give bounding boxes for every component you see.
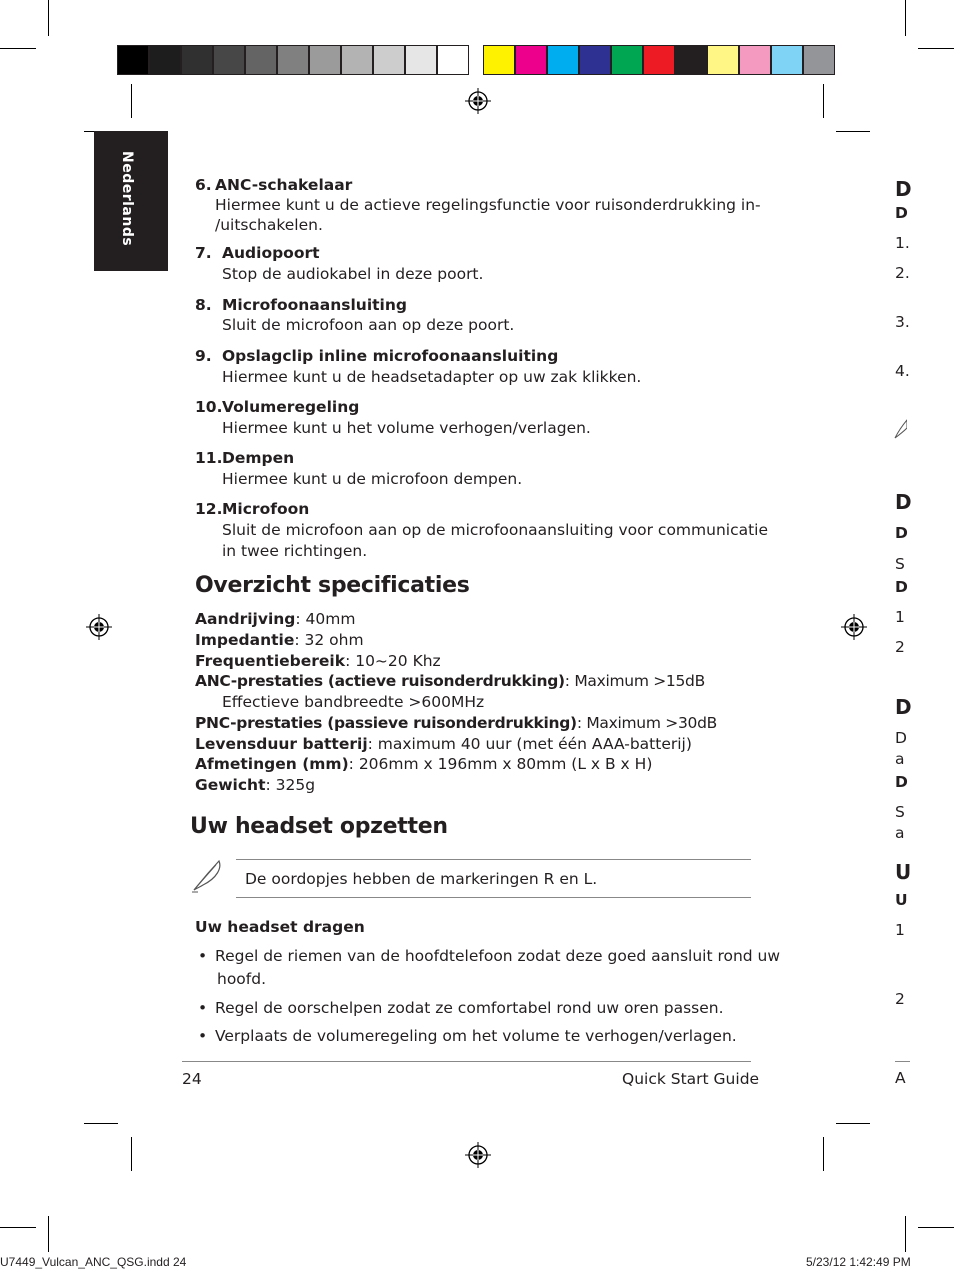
spec-row [222, 692, 484, 712]
bullet-text: Regel de riemen van de hoofdtelefoon zodat deze goed aansluit rond uw [215, 947, 781, 965]
item-title: Dempen [222, 449, 295, 467]
crop-mark [836, 131, 870, 132]
registration-mark-icon [465, 88, 491, 114]
language-tab-label: Nederlands [119, 151, 135, 247]
bullet-char: • [198, 999, 208, 1017]
color-swatch [483, 45, 515, 75]
right-page-fragment: a [895, 750, 905, 768]
crop-mark [823, 1137, 824, 1171]
color-swatch [309, 45, 341, 75]
right-page-fragment: 1 [895, 921, 905, 939]
spec-row [195, 671, 705, 691]
crop-mark [823, 84, 824, 118]
spec-label: Levensduur batterij [195, 735, 368, 753]
crop-mark [0, 1227, 36, 1228]
item-description: Stop de audiokabel in deze poort. [222, 265, 484, 283]
right-page-fragment: S [895, 555, 905, 573]
note-feather-icon [893, 418, 907, 440]
right-page-fragment: D [895, 524, 908, 542]
bullet-char: • [198, 1027, 208, 1045]
color-swatch [117, 45, 149, 75]
color-swatch [341, 45, 373, 75]
spec-value: : 40mm [295, 610, 356, 628]
right-page-fragment: D [895, 490, 912, 514]
right-page-fragment: D [895, 177, 912, 201]
bullet-char: • [198, 947, 208, 965]
spec-value: : 10~20 Khz [345, 652, 441, 670]
item-title: ANC-schakelaar [215, 176, 353, 194]
right-page-fragment: 2 [895, 638, 905, 656]
right-page-fragment: S [895, 803, 905, 821]
wear-heading: Uw headset opzetten [190, 814, 448, 839]
item-title: Opslagclip inline microfoonaansluiting [222, 347, 559, 365]
right-page-fragment: U [895, 891, 908, 909]
crop-mark [48, 0, 49, 36]
spec-label: Frequentiebereik [195, 652, 346, 670]
note-bottom-rule [236, 897, 751, 898]
spec-value: : 206mm x 196mm x 80mm (L x B x H) [348, 755, 653, 773]
guide-title: Quick Start Guide [622, 1070, 760, 1088]
spec-value: : 32 ohm [294, 631, 364, 649]
spec-value: : maximum 40 uur (met één AAA-batterij) [367, 735, 692, 753]
item-number: 11. [195, 449, 223, 467]
specs-heading: Overzicht specificaties [195, 573, 470, 598]
spec-label: Aandrijving [195, 610, 296, 628]
color-swatch [515, 45, 547, 75]
spec-value: : Maximum >15dB [564, 672, 705, 690]
item-description: Hiermee kunt u de headsetadapter op uw zak klikken. [222, 368, 642, 386]
right-page-fragment: U [895, 860, 912, 884]
language-tab [94, 131, 168, 271]
spec-value: Effectieve bandbreedte >600MHz [222, 693, 485, 711]
crop-mark [918, 1227, 954, 1228]
right-page-fragment: 2. [895, 264, 910, 282]
registration-mark-icon [841, 614, 867, 640]
right-page-fragment: a [895, 824, 905, 842]
color-swatch [437, 45, 469, 75]
note-text: De oordopjes hebben de markeringen R en L. [245, 870, 598, 888]
slug-timestamp: 5/23/12 1:42:49 PM [806, 1255, 911, 1269]
item-number: 6. [195, 176, 212, 194]
color-swatch [643, 45, 675, 75]
item-title: Audiopoort [222, 244, 320, 262]
color-swatch [579, 45, 611, 75]
footer-rule [182, 1061, 751, 1062]
spec-label: Impedantie [195, 631, 295, 649]
item-description: Sluit de microfoon aan op deze poort. [222, 316, 515, 334]
item-number: 10. [195, 398, 223, 416]
color-swatch [245, 45, 277, 75]
crop-mark [0, 48, 36, 49]
color-swatch [771, 45, 803, 75]
item-description: Hiermee kunt u de actieve regelingsfunctie voor ruisonderdrukking in- [215, 196, 761, 214]
spec-row [195, 713, 717, 733]
bullet-text: hoofd. [217, 970, 267, 988]
crop-mark [48, 1216, 49, 1252]
item-description: Hiermee kunt u de microfoon dempen. [222, 470, 523, 488]
color-swatch [675, 45, 707, 75]
color-swatch [611, 45, 643, 75]
spec-label: ANC-prestaties (actieve ruisonderdrukking) [195, 672, 565, 690]
right-page-fragment: D [895, 773, 908, 791]
spec-value: : Maximum >30dB [576, 714, 717, 732]
crop-mark [905, 1216, 906, 1252]
crop-mark [84, 1123, 118, 1124]
right-footer-rule [895, 1061, 910, 1062]
spec-label: Afmetingen (mm) [195, 755, 349, 773]
crop-mark [905, 0, 906, 36]
note-feather-icon [189, 858, 225, 894]
color-swatch [149, 45, 181, 75]
crop-mark [131, 84, 132, 118]
color-swatch [181, 45, 213, 75]
color-swatch [803, 45, 835, 75]
item-description: in twee richtingen. [222, 542, 368, 560]
spec-row [195, 651, 441, 671]
item-number: 8. [195, 296, 212, 314]
right-page-fragment: D [895, 729, 907, 747]
spec-label: Gewicht [195, 776, 266, 794]
item-description: Hiermee kunt u het volume verhogen/verlagen. [222, 419, 591, 437]
spec-row [195, 630, 364, 650]
item-number: 7. [195, 244, 212, 262]
crop-mark [131, 1137, 132, 1171]
color-swatch [739, 45, 771, 75]
item-title: Microfoon [222, 500, 310, 518]
color-swatch [707, 45, 739, 75]
spec-row [195, 754, 652, 774]
color-swatch [547, 45, 579, 75]
spec-value: : 325g [265, 776, 316, 794]
registration-mark-icon [465, 1142, 491, 1168]
color-swatch [373, 45, 405, 75]
item-title: Volumeregeling [222, 398, 360, 416]
bullet-text: Regel de oorschelpen zodat ze comfortabel rond uw oren passen. [215, 999, 724, 1017]
item-number: 12. [195, 500, 223, 518]
color-swatch [213, 45, 245, 75]
right-page-fragment: D [895, 578, 908, 596]
bullet-text: Verplaats de volumeregeling om het volume te verhogen/verlagen. [215, 1027, 737, 1045]
right-page-fragment: 3. [895, 313, 910, 331]
wear-subheading: Uw headset dragen [195, 918, 365, 936]
right-page-fragment: A [895, 1069, 906, 1087]
color-swatch [277, 45, 309, 75]
color-swatch [405, 45, 437, 75]
note-top-rule [236, 859, 751, 860]
item-description: /uitschakelen. [215, 216, 323, 234]
crop-mark [836, 1123, 870, 1124]
spec-row [195, 775, 315, 795]
spec-row [195, 734, 692, 754]
spec-row [195, 609, 355, 629]
right-page-fragment: D [895, 204, 908, 222]
crop-mark [918, 48, 954, 49]
item-number: 9. [195, 347, 212, 365]
right-page-fragment: D [895, 695, 912, 719]
registration-mark-icon [86, 614, 112, 640]
right-page-fragment: 1 [895, 608, 905, 626]
right-page-fragment: 2 [895, 990, 905, 1008]
slug-filename: U7449_Vulcan_ANC_QSG.indd 24 [0, 1255, 187, 1269]
right-page-fragment: 1. [895, 234, 910, 252]
item-title: Microfoonaansluiting [222, 296, 407, 314]
right-page-fragment: 4. [895, 362, 910, 380]
item-description: Sluit de microfoon aan op de microfoonaansluiting voor communicatie [222, 521, 769, 539]
spec-label: PNC-prestaties (passieve ruisonderdrukking) [195, 714, 577, 732]
page-number: 24 [182, 1070, 202, 1088]
